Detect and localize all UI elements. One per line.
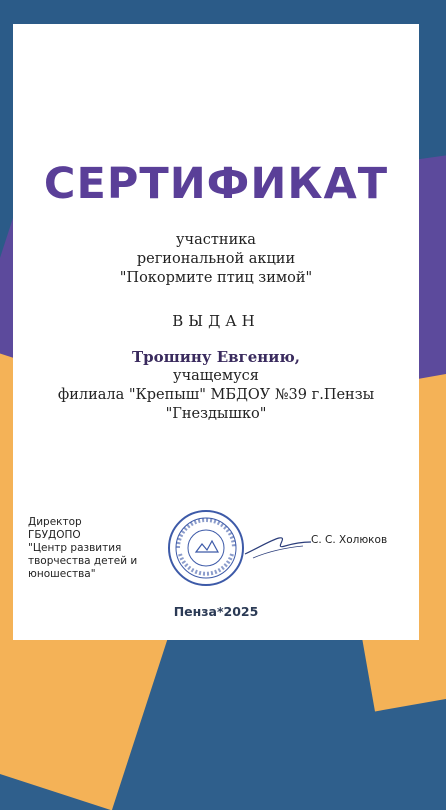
recipient-block — [13, 348, 419, 424]
certificate-sheet — [13, 24, 419, 640]
certificate-title: СЕРТИФИКАТ — [43, 159, 389, 209]
director-line: творчества детей и — [28, 555, 138, 567]
director-line: "Центр развития — [28, 542, 122, 554]
signature-icon — [243, 524, 313, 564]
director-line: Директор — [28, 516, 82, 528]
footer-place-year: Пенза*2025 — [173, 604, 259, 619]
issued-label — [13, 312, 419, 331]
recipient-line: учащемуся — [173, 368, 259, 384]
issued-text: ВЫДАН — [172, 312, 260, 330]
intro-line: региональной акции — [136, 251, 296, 267]
recipient-line: филиала "Крепыш" МБДОУ №39 г.Пензы — [57, 387, 375, 403]
director-line: юношества" — [28, 568, 96, 580]
recipient-line: "Гнездышко" — [165, 406, 267, 422]
intro-line: "Покормите птиц зимой" — [119, 270, 313, 286]
official-stamp-icon — [166, 508, 246, 588]
intro-text — [13, 231, 419, 288]
signer-name: С. С. Холюков — [311, 534, 388, 546]
director-title — [28, 516, 143, 581]
intro-line: участника — [176, 232, 256, 248]
director-line: ГБУДОПО — [28, 529, 81, 541]
recipient-name: Трошину Евгению, — [131, 348, 300, 366]
